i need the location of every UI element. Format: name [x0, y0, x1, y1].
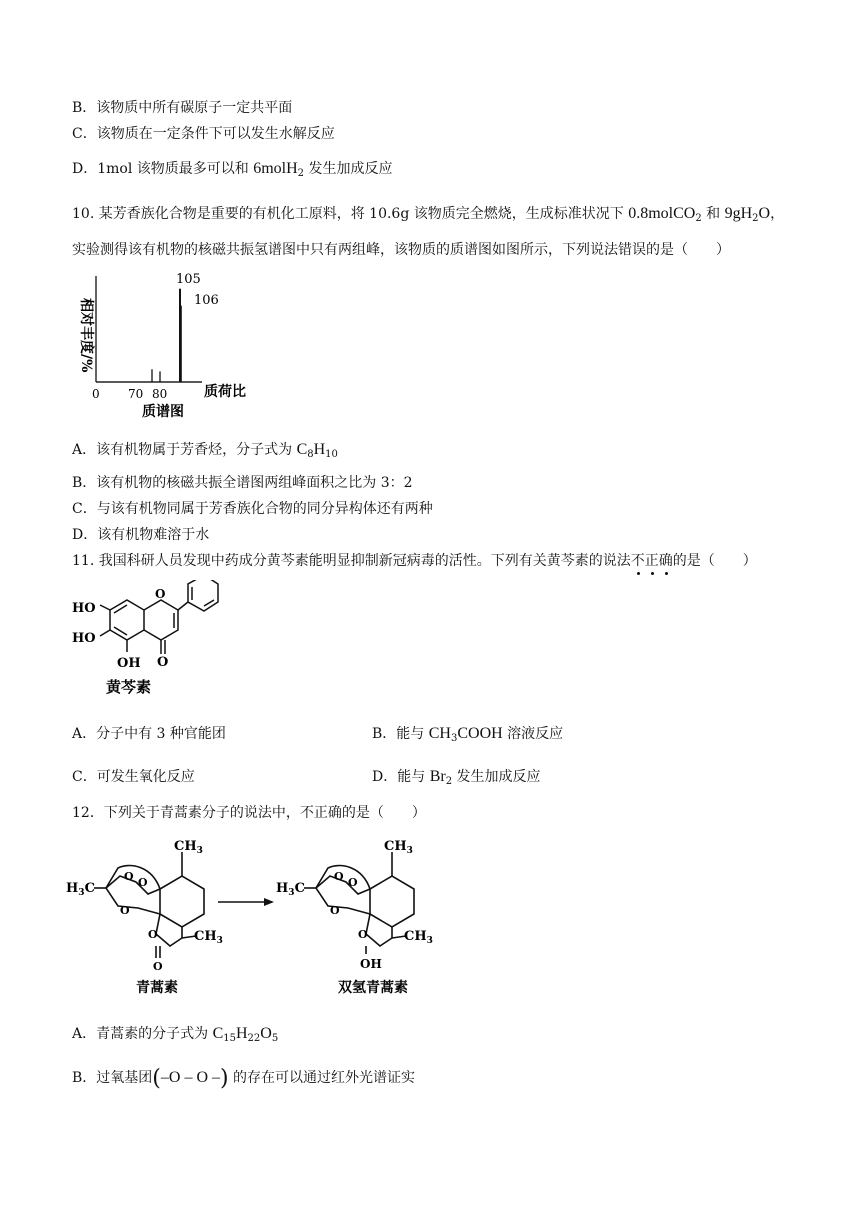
q12-stem: 12．下列关于青蒿素分子的说法中，不正确的是（ ） — [72, 805, 426, 821]
right-ch3-top: $CH_3$ — [384, 839, 413, 856]
q12-option-b: B．过氧基团(–O – O –) 的存在可以通过红外光谱证实 — [72, 1066, 416, 1091]
struct-carbonyl-o: O — [157, 655, 169, 670]
baicalein-name: 黄芩素 — [106, 678, 152, 696]
q11-option-a: A．分子中有 3 种官能团 — [72, 726, 226, 742]
left-ring-o-3: O — [120, 904, 130, 917]
left-h3c: $H_3C$ — [66, 881, 95, 898]
q10-option-c: C．与该有机物同属于芳香族化合物的同分异构体还有两种 — [72, 501, 433, 517]
peak-label-106: 106 — [194, 293, 219, 308]
artemisinin-reaction — [60, 834, 460, 1004]
q9-option-c: C．该物质在一定条件下可以发生水解反应 — [72, 126, 335, 142]
q10-stem-line2: 实验测得该有机物的核磁共振氢谱图中只有两组峰，该物质的质谱图如图所示，下列说法错误的是（ ） — [72, 242, 730, 258]
q10-option-a: A．该有机物属于芳香烃，分子式为 $C_8H_{10}$ — [72, 441, 338, 460]
emphasis-dot-3: 确 — [658, 553, 673, 569]
right-ring-o-4: O — [358, 928, 368, 941]
q11-stem: 11. 我国科研人员发现中药成分黄芩素能明显抑制新冠病毒的活性。下列有关黄芩素的说法不正确的是（ ） — [72, 553, 757, 569]
tick-label-0: 0 — [92, 387, 100, 401]
right-name: 双氢青蒿素 — [338, 980, 408, 996]
left-ch3-bottom: $CH_3$ — [194, 929, 223, 946]
right-h3c: $H_3C$ — [276, 881, 305, 898]
left-ring-o-1: O — [124, 870, 134, 883]
emphasis-dot-2: 正 — [644, 553, 659, 569]
chart-title: 质谱图 — [142, 404, 184, 420]
q11-option-c: C．可发生氧化反应 — [72, 769, 195, 785]
q11-option-b: B．能与 $CH_3COOH$ 溶液反应 — [372, 725, 564, 744]
right-ring-o-3: O — [330, 904, 340, 917]
baicalein-structure — [66, 580, 226, 702]
left-ch3-top: $CH_3$ — [174, 839, 203, 856]
q10-option-b: B．该有机物的核磁共振全谱图两组峰面积之比为 3：2 — [72, 475, 413, 491]
struct-ho-top: HO — [72, 601, 96, 616]
left-carbonyl-o: O — [153, 960, 163, 973]
emphasis-dot-1: 不 — [630, 553, 645, 569]
tick-label-70: 70 — [128, 387, 144, 401]
right-oh: OH — [360, 957, 382, 971]
right-ring-o-1: O — [334, 870, 344, 883]
q12-option-a: A．青蒿素的分子式为 $C_{15}H_{22}O_5$ — [72, 1025, 279, 1044]
q9-option-d: D．1mol 该物质最多可以和 6molH$_2$ 发生加成反应 — [72, 160, 393, 179]
struct-ring-o: O — [155, 587, 166, 601]
q10-option-d: D．该有机物难溶于水 — [72, 527, 210, 543]
struct-ho-left: HO — [72, 631, 96, 646]
q9-option-b: B．该物质中所有碳原子一定共平面 — [72, 100, 293, 116]
q10-stem-line1: 10. 某芳香族化合物是重要的有机化工原料，将 10.6g 该物质完全燃烧，生成标准状况下 0.8molCO$_2$ 和 $9gH_2O$， — [72, 205, 785, 224]
peak-label-105: 105 — [176, 272, 201, 287]
left-ring-o-4: O — [148, 928, 158, 941]
struct-oh: OH — [117, 656, 141, 671]
tick-label-80: 80 — [152, 387, 168, 401]
right-ch3-bottom: $CH_3$ — [404, 929, 433, 946]
q11-option-d: D．能与 $Br_2$ 发生加成反应 — [372, 768, 541, 787]
x-axis-label: 质荷比 — [204, 384, 246, 400]
mass-spectrum-chart — [62, 270, 282, 422]
y-axis-label: 相对丰度/% — [78, 298, 94, 373]
left-ring-o-2: O — [138, 876, 148, 889]
right-ring-o-2: O — [348, 876, 358, 889]
left-name: 青蒿素 — [136, 980, 178, 996]
reaction-arrow-head — [264, 898, 274, 906]
